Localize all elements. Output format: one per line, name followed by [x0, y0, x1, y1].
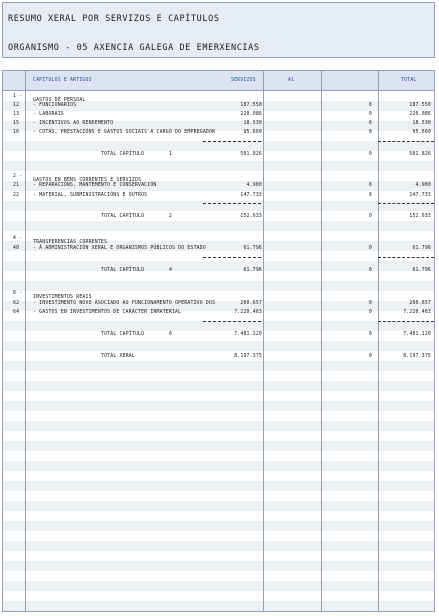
- chapter-total-label: TOTAL CAPÍTULO: [101, 214, 145, 219]
- grand-total-value: 501.826: [409, 152, 431, 157]
- col-servizos-header: SERVIZOS: [231, 78, 256, 83]
- grand-total-value: 61.796: [412, 268, 431, 273]
- article-description: - MATERIAL, SUBMINISTRACIÓNS E OUTROS: [33, 193, 148, 198]
- subtotal-separator: [203, 257, 261, 258]
- subtotal-separator: [203, 141, 261, 142]
- chapter-total-label: TOTAL CAPÍTULO: [101, 332, 145, 337]
- blank-col-total: 0: [368, 152, 372, 157]
- a1-total: 152.633: [240, 214, 262, 219]
- a1-total: 61.796: [243, 268, 262, 273]
- table-row: [3, 120, 434, 128]
- organismo-label: ORGANISMO - 05 AXENCIA GALEGA DE EMERXENCIAS: [8, 43, 260, 53]
- subtotal-separator: [203, 203, 261, 204]
- article-description: - LABORAIS: [33, 112, 64, 117]
- article-code: 64: [13, 310, 20, 315]
- total-value: 7.220.463: [403, 310, 431, 315]
- chapter-number: 2: [169, 214, 173, 219]
- a1-value: 260.657: [240, 301, 262, 306]
- blank-col-value: 0: [368, 130, 372, 135]
- a1-value: 95.660: [243, 130, 262, 135]
- a1-value: 7.220.463: [234, 310, 262, 315]
- col-total-header: TOTAL: [401, 78, 417, 83]
- table-row: [3, 102, 434, 110]
- table-row: [3, 182, 434, 190]
- total-value: 260.657: [409, 301, 431, 306]
- total-value: 147.733: [409, 193, 431, 198]
- table-header: [3, 71, 434, 91]
- subtotal-separator: [378, 321, 434, 322]
- article-code: 21: [13, 183, 20, 188]
- chapter-title: GASTOS DE PERSOAL: [33, 98, 86, 103]
- chapter-row: [3, 93, 434, 101]
- chapter-total-label: TOTAL CAPÍTULO: [101, 152, 145, 157]
- blank-col-value: 0: [368, 310, 372, 315]
- subtotal-separator: [378, 141, 434, 142]
- grand-total-row: [3, 353, 434, 361]
- chapter-code: 2 -: [13, 174, 23, 179]
- blank-col-total: 0: [368, 268, 372, 273]
- article-code: 15: [13, 121, 20, 126]
- table-row: [3, 111, 434, 119]
- blank-col-value: 0: [368, 103, 372, 108]
- chapter-total-row: [3, 213, 434, 221]
- table-row: [3, 300, 434, 308]
- a1-total: 8.197.375: [234, 354, 262, 359]
- total-value: 18.530: [412, 121, 431, 126]
- report-header: [2, 2, 435, 58]
- article-code: 12: [13, 103, 20, 108]
- chapter-total-label: TOTAL CAPÍTULO: [101, 268, 145, 273]
- table-row: [3, 309, 434, 317]
- total-value: 61.796: [412, 246, 431, 251]
- total-value: 95.660: [412, 130, 431, 135]
- chapter-row: [3, 173, 434, 181]
- article-code: 62: [13, 301, 20, 306]
- grand-total-label: TOTAL XERAL: [101, 354, 135, 359]
- article-code: 16: [13, 130, 20, 135]
- col-a1-header: A1: [288, 78, 295, 83]
- chapter-number: 1: [169, 152, 173, 157]
- article-description: - GASTOS EN INVESTIMENTOS DE CARÁCTER INMATERIAL: [33, 310, 182, 315]
- chapter-row: [3, 235, 434, 243]
- report-title: RESUMO XERAL POR SERVIZOS E CAPÍTULOS: [8, 14, 220, 24]
- chapter-code: 1 -: [13, 94, 23, 99]
- a1-total: 7.481.120: [234, 332, 262, 337]
- total-value: 187.550: [409, 103, 431, 108]
- blank-col-value: 0: [368, 193, 372, 198]
- article-description: - INCENTIVOS AO RENDEMENTO: [33, 121, 114, 126]
- a1-value: 220.086: [240, 112, 262, 117]
- article-description: - REPARACIÓNS, MANTEMENTO E CONSERVACIÓN: [33, 183, 157, 188]
- blank-col-value: 0: [368, 183, 372, 188]
- a1-total: 501.826: [240, 152, 262, 157]
- grand-total-value: 8.197.375: [403, 354, 431, 359]
- blank-col-value: 0: [368, 121, 372, 126]
- total-value: 220.086: [409, 112, 431, 117]
- blank-col-total: 0: [368, 214, 372, 219]
- table-row: [3, 129, 434, 137]
- chapter-total-row: [3, 151, 434, 159]
- a1-value: 147.733: [240, 193, 262, 198]
- chapter-total-row: [3, 267, 434, 275]
- article-code: 13: [13, 112, 20, 117]
- a1-value: 18.530: [243, 121, 262, 126]
- a1-value: 61.796: [243, 246, 262, 251]
- chapter-code: 4 -: [13, 236, 23, 241]
- subtotal-separator: [378, 257, 434, 258]
- a1-value: 187.550: [240, 103, 262, 108]
- table-row: [3, 245, 434, 253]
- chapter-row: [3, 290, 434, 298]
- blank-col-total: 0: [368, 354, 372, 359]
- chapter-title: INVESTIMENTOS REAIS: [33, 295, 92, 300]
- chapter-title: GASTOS EN BENS CORRENTES E SERVIZOS: [33, 178, 142, 183]
- grand-total-value: 7.481.120: [403, 332, 431, 337]
- col-capitulos-header: CAPÍTULOS E ARTIGOS: [33, 78, 92, 83]
- article-code: 22: [13, 193, 20, 198]
- blank-col-value: 0: [368, 246, 372, 251]
- article-description: - INVESTIMENTO NOVO ASOCIADO AO FUNCIONAMENTO OPERATIVO DOS: [33, 301, 216, 306]
- chapter-title: TRANSFERENCIAS CORRENTES: [33, 240, 108, 245]
- article-description: - COTAS, PRESTACIÓNS E GASTOS SOCIAIS A CARGO DO EMPREGADOR: [33, 130, 216, 135]
- subtotal-separator: [203, 321, 261, 322]
- chapter-total-row: [3, 331, 434, 339]
- chapter-number: 4: [169, 268, 173, 273]
- blank-col-value: 0: [368, 112, 372, 117]
- chapter-number: 6: [169, 332, 173, 337]
- article-code: 40: [13, 246, 20, 251]
- article-description: - FUNCIONARIOS: [33, 103, 77, 108]
- a1-value: 4.900: [246, 183, 262, 188]
- budget-table: [2, 70, 435, 612]
- chapter-code: 6 -: [13, 291, 23, 296]
- blank-col-total: 0: [368, 332, 372, 337]
- subtotal-separator: [378, 203, 434, 204]
- total-value: 4.900: [415, 183, 431, 188]
- grand-total-value: 152.633: [409, 214, 431, 219]
- table-row: [3, 192, 434, 200]
- blank-col-value: 0: [368, 301, 372, 306]
- article-description: - Á ADMINISTRACIÓN XERAL E ORGANISMOS PÚBLICOS DO ESTADO: [33, 246, 206, 251]
